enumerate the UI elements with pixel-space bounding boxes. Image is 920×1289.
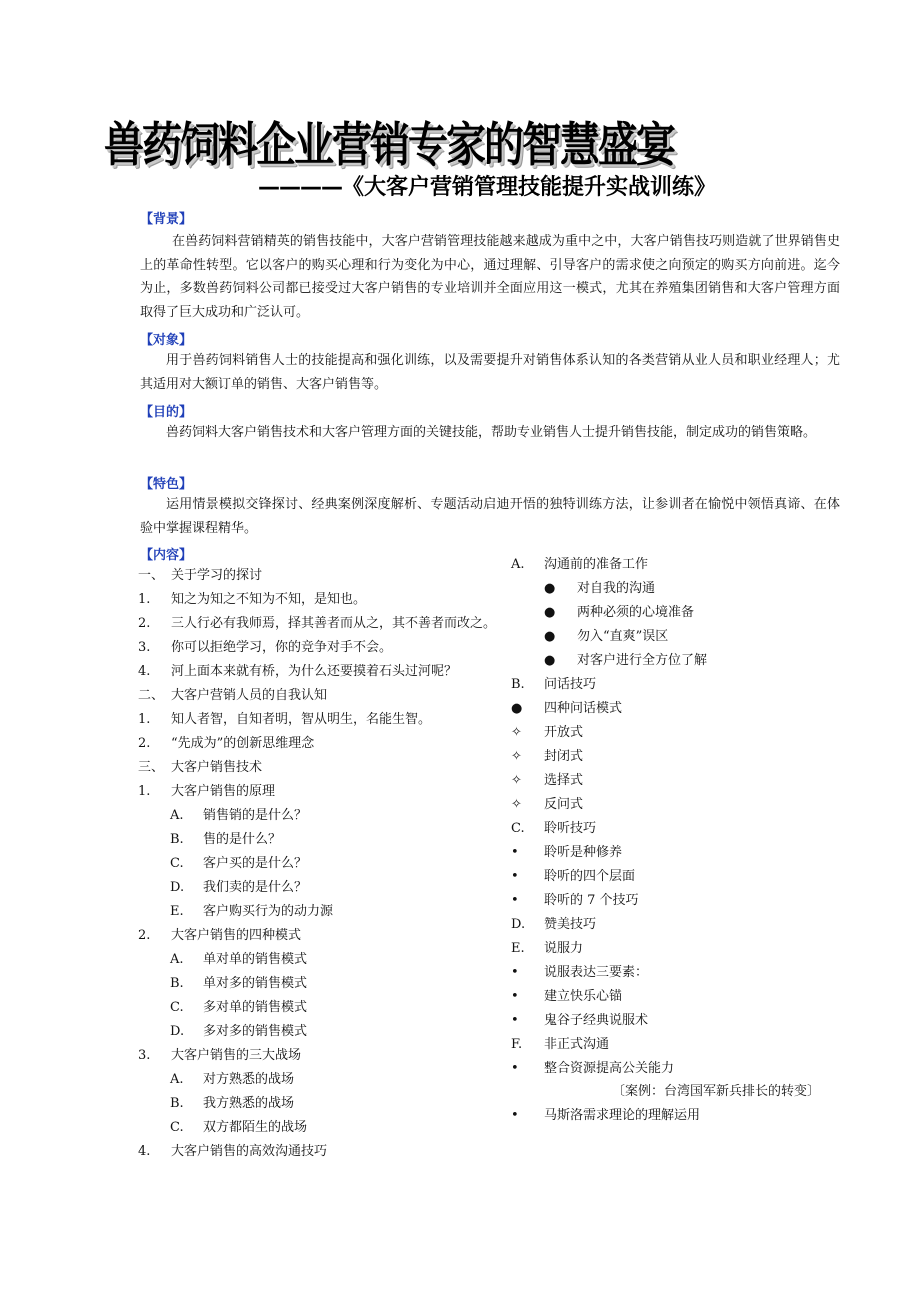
list-marker: • [511,869,519,884]
list-item [138,564,518,588]
list-marker: 3. [138,640,151,655]
list-item [511,649,851,673]
list-marker: 三、 [138,760,165,775]
list-marker: ● [544,629,556,644]
list-item-text: 河上面本来就有桥，为什么还要摸着石头过河呢？ [171,664,458,679]
background-text: 在兽药饲料营销精英的销售技能中，大客户营销管理技能越来越成为重中之中，大客户销售技巧则造就了世界销售史上的革命性转型。它以客户的购买心理和行为变化为中心，通过理解、引导客户的需求使之向预定的购买方向前进。迄今为止，多数兽药饲料公司都已接受过大客户销售的专业培训并全面应用这一模式，尤其在养殖集团销售和大客户管理方面取得了巨大成功和广泛认可。 [140,234,840,320]
list-item-text: 单对单的销售模式 [203,952,308,967]
list-marker: A. [511,557,525,572]
list-item [138,948,518,972]
list-item [511,961,851,985]
list-item-text: 沟通前的准备工作 [544,557,649,572]
list-marker: C. [170,1120,184,1135]
list-marker: ✧ [511,725,522,740]
list-item [138,876,518,900]
list-item-text: 大客户销售的三大战场 [171,1048,302,1063]
list-item-text: 单对多的销售模式 [203,976,308,991]
audience-heading: 【对象】 [140,333,193,348]
list-marker: B. [170,976,184,991]
background-heading: 【背景】 [140,212,193,227]
list-marker: • [511,989,519,1004]
list-marker: D. [170,880,185,895]
list-item [511,1033,851,1057]
list-item [138,588,518,612]
subtitle-text: 《大客户营销管理技能提升实战训练》 [342,175,717,200]
list-item-text: 大客户销售的四种模式 [171,928,302,943]
list-item [138,1068,518,1092]
list-item [511,937,851,961]
list-item [511,889,851,913]
subtitle-dash: ———— [258,175,342,200]
list-marker: C. [170,856,184,871]
list-marker: 1. [138,784,151,799]
list-item-text: 建立快乐心锚 [544,989,623,1004]
list-item-text: 双方都陌生的战场 [203,1120,308,1135]
list-item [511,745,851,769]
list-item-text: 关于学习的探讨 [171,568,263,583]
list-item-text: 知之为知之不知为不知，是知也。 [171,592,367,607]
list-marker: ● [511,701,523,716]
list-marker: • [511,845,519,860]
list-marker: 3. [138,1048,151,1063]
list-marker: F. [511,1037,523,1052]
list-marker: 4. [138,664,151,679]
list-marker: ✧ [511,749,522,764]
list-item-text: 大客户营销人员的自我认知 [171,688,328,703]
list-item [138,1116,518,1140]
list-item [138,1020,518,1044]
list-item [138,804,518,828]
list-item-text: 反问式 [544,797,584,812]
list-marker: • [511,1061,519,1076]
list-marker: B. [511,677,525,692]
list-item [511,865,851,889]
list-item [511,841,851,865]
list-item [511,553,851,577]
content-list-left [138,564,518,1164]
list-item [511,769,851,793]
list-item-text: 知人者智，自知者明，智从明生，名能生智。 [171,712,432,727]
list-item [511,985,851,1009]
list-item [138,1140,518,1164]
list-item [138,660,518,684]
list-item [511,817,851,841]
list-item-text: 多对单的销售模式 [203,1000,308,1015]
goal-text: 兽药饲料大客户销售技术和大客户管理方面的关键技能，帮助专业销售人士提升销售技能，制定成功的销售策略。 [166,425,817,440]
audience-text: 用于兽药饲料销售人士的技能提高和强化训练，以及需要提升对销售体系认知的各类营销从业人员和职业经理人；尤其适用对大额订单的销售、大客户销售等。 [140,353,840,392]
subtitle [258,170,716,201]
list-item [138,732,518,756]
list-item [511,913,851,937]
list-marker: 2. [138,928,151,943]
list-marker: D. [511,917,526,932]
list-item-text: 非正式沟通 [544,1037,610,1052]
list-item [511,1057,851,1081]
list-marker: A. [170,952,184,967]
list-item-text: 对自我的沟通 [577,581,656,596]
list-marker: C. [170,1000,184,1015]
list-item [138,900,518,924]
list-item [138,756,518,780]
list-marker: ● [544,581,556,596]
list-item-text: 我们卖的是什么？ [203,880,308,895]
list-item-text: 马斯洛需求理论的理解运用 [544,1108,701,1123]
list-item-text: 客户购买行为的动力源 [203,904,334,919]
list-item [138,612,518,636]
list-item-text: 我方熟悉的战场 [203,1096,295,1111]
list-item [511,1104,851,1128]
list-marker: ✧ [511,773,522,788]
list-item [511,673,851,697]
list-item-text: 多对多的销售模式 [203,1024,308,1039]
list-marker: 2. [138,736,151,751]
list-item [511,793,851,817]
list-item-text: 聆听的四个层面 [544,869,636,884]
list-marker: D. [170,1024,185,1039]
list-marker: E. [170,904,184,919]
list-marker: • [511,893,519,908]
list-item [138,684,518,708]
list-item-text: 你可以拒绝学习，你的竞争对手不会。 [171,640,393,655]
list-item-text: 整合资源提高公关能力 [544,1061,675,1076]
list-item-text: 对客户进行全方位了解 [577,653,708,668]
list-item-text: 赞美技巧 [544,917,597,932]
list-marker: E. [511,941,525,956]
list-marker: ● [544,605,556,620]
list-item [138,780,518,804]
list-item [511,721,851,745]
list-item-text: 封闭式 [544,749,584,764]
list-item-text: 问话技巧 [544,677,597,692]
list-marker: 1. [138,592,151,607]
list-marker: ● [544,653,556,668]
list-item [511,1009,851,1033]
list-item [138,708,518,732]
list-item-text: 对方熟悉的战场 [203,1072,295,1087]
list-item-text: 聆听的 7 个技巧 [544,893,639,908]
list-marker: C. [511,821,525,836]
list-item [138,972,518,996]
list-item [138,636,518,660]
list-marker: A. [170,1072,184,1087]
list-item-text: 大客户销售的高效沟通技巧 [171,1144,328,1159]
list-marker: 一、 [138,568,165,583]
goal-heading: 【目的】 [140,405,193,420]
list-item [511,625,851,649]
list-marker: 二、 [138,688,165,703]
list-item-text: 聆听技巧 [544,821,597,836]
list-item-text: “先成为”的创新思维理念 [171,736,315,751]
list-item [138,852,518,876]
content-heading: 【内容】 [140,548,193,563]
list-item [138,1092,518,1116]
list-item-text: 说服表达三要素： [544,965,649,980]
list-marker: 2. [138,616,151,631]
list-item-text: 三人行必有我师焉，择其善者而从之，其不善者而改之。 [171,616,497,631]
list-marker: A. [170,808,184,823]
list-item-text: 鬼谷子经典说服术 [544,1013,649,1028]
list-item-text: 两种必须的心境准备 [577,605,695,620]
content-list-right-tail [511,1104,851,1128]
list-marker: • [511,965,519,980]
list-marker: B. [170,1096,184,1111]
list-item [511,601,851,625]
list-marker: • [511,1108,519,1123]
list-item-text: 客户买的是什么？ [203,856,308,871]
list-item [138,924,518,948]
list-marker: B. [170,832,184,847]
list-marker: 1. [138,712,151,727]
list-marker: 4. [138,1144,151,1159]
list-item-text: 大客户销售技术 [171,760,263,775]
features-heading: 【特色】 [140,477,193,492]
list-item-text: 四种问话模式 [544,701,623,716]
list-item-text: 说服力 [544,941,584,956]
list-item-text: 开放式 [544,725,584,740]
list-marker: ✧ [511,797,522,812]
content-list-right [511,553,851,1081]
list-item [511,577,851,601]
features-text: 运用情景模拟交锋探讨、经典案例深度解析、专题活动启迪开悟的独特训练方法，让参训者在愉悦中领悟真谛、在体验中掌握课程精华。 [140,497,840,536]
list-marker: • [511,1013,519,1028]
list-item [138,996,518,1020]
case-note: 〔案例：台湾国军新兵排长的转变〕 [612,1084,821,1099]
list-item-text: 大客户销售的原理 [171,784,276,799]
list-item [138,1044,518,1068]
list-item-text: 聆听是种修养 [544,845,623,860]
main-title: 兽药饲料企业营销专家的智慧盛宴 [104,118,674,173]
list-item [511,697,851,721]
list-item-text: 勿入“直爽”误区 [577,629,669,644]
list-item-text: 销售销的是什么？ [203,808,308,823]
list-item [138,828,518,852]
list-item-text: 选择式 [544,773,584,788]
list-item-text: 售的是什么？ [203,832,282,847]
